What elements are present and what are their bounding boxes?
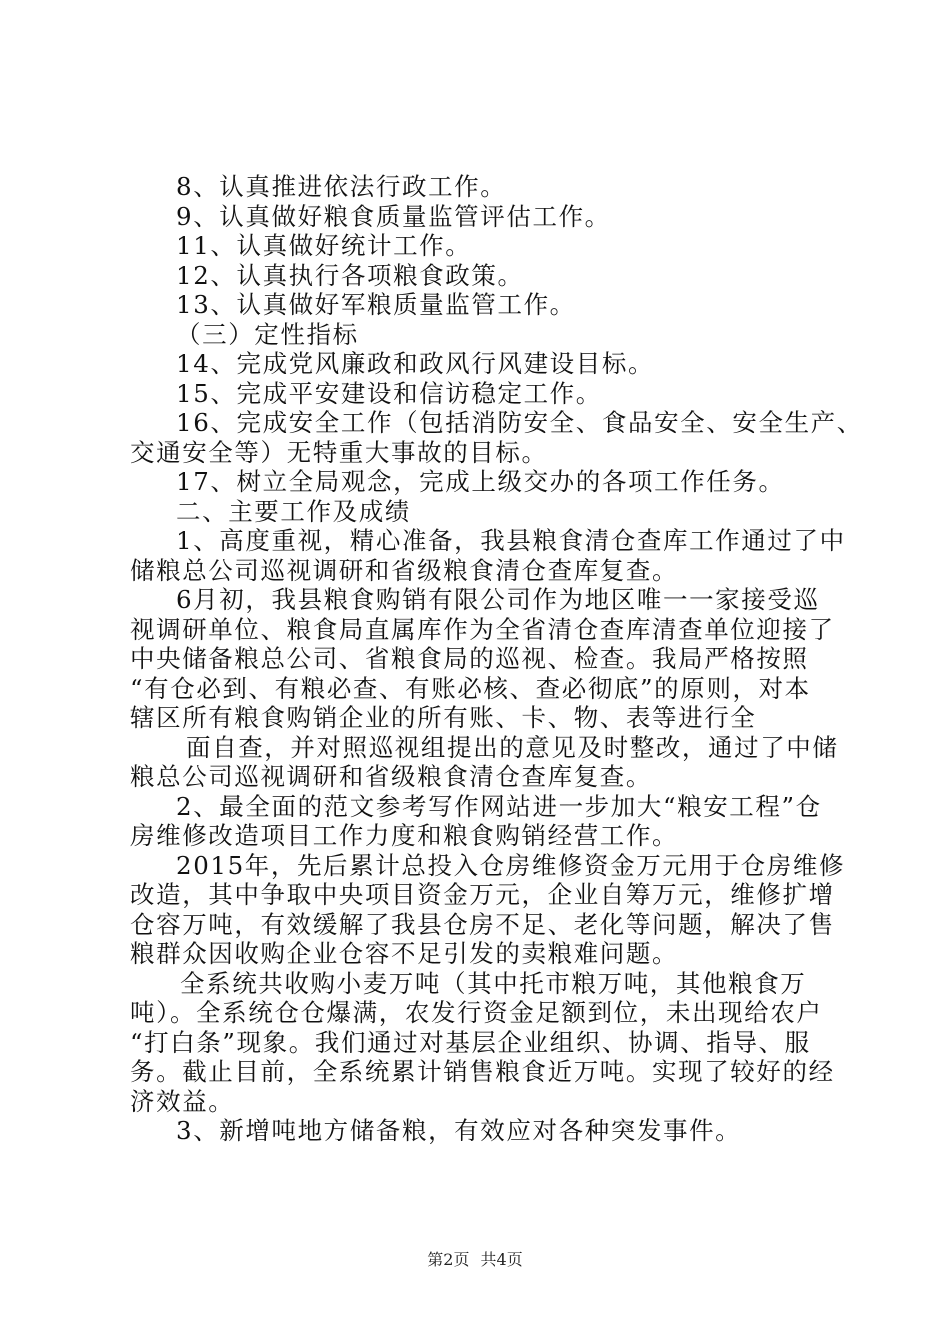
page-total: 共4页: [480, 1250, 523, 1269]
page-footer: [0, 1247, 950, 1270]
text-line: “有仓必到、有粮必查、有账必核、查必彻底”的原则，对本: [130, 673, 811, 703]
text-line: 吨）。全系统仓仓爆满，农发行资金足额到位，未出现给农户: [130, 998, 823, 1027]
text-line: 11、认真做好统计工作。: [176, 231, 472, 260]
text-line: 全系统共收购小麦万吨（其中托市粮万吨，其他粮食万: [180, 968, 807, 998]
text-line: 务。截止目前，全系统累计销售粮食近万吨。实现了较好的经: [130, 1057, 835, 1086]
text-line: 济效益。: [130, 1086, 235, 1116]
text-line: 17、树立全局观念，完成上级交办的各项工作任务。: [176, 467, 785, 496]
text-line: 8、认真推进依法行政工作。: [176, 172, 507, 201]
text-line: 2、最全面的范文参考写作网站进一步加大“粮安工程”仓: [176, 791, 822, 821]
text-line: 2015年，先后累计总投入仓房维修资金万元用于仓房维修: [176, 850, 846, 880]
text-line: 仓容万吨，有效缓解了我县仓房不足、老化等问题，解决了售: [130, 909, 835, 939]
text-line: 13、认真做好军粮质量监管工作。: [176, 290, 576, 319]
document-body: [130, 172, 863, 1146]
text-line: “打白条”现象。我们通过对基层企业组织、协调、指导、服: [130, 1027, 811, 1057]
text-line: 14、完成党风廉政和政风行风建设目标。: [176, 349, 655, 378]
text-line: 16、完成安全工作（包括消防安全、食品安全、安全生产、: [176, 408, 863, 437]
text-line: 6月初，我县粮食购销有限公司作为地区唯一一家接受巡: [176, 585, 820, 614]
text-line: （三）定性指标: [176, 319, 359, 349]
page-number: 第2页: [427, 1250, 470, 1269]
text-line: 面自查，并对照巡视组提出的意见及时整改，通过了中储: [186, 732, 839, 762]
text-line: 改造，其中争取中央项目资金万元，企业自筹万元，维修扩增: [130, 880, 835, 909]
text-line: 二、主要工作及成绩: [176, 496, 411, 526]
text-line: 粮群众因收购企业仓容不足引发的卖粮难问题。: [130, 939, 679, 968]
text-line: 视调研单位、粮食局直属库作为全省清仓查库清查单位迎接了: [130, 614, 835, 644]
text-line: 粮总公司巡视调研和省级粮食清仓查库复查。: [130, 762, 652, 791]
text-line: 9、认真做好粮食质量监管评估工作。: [176, 201, 611, 231]
text-line: 储粮总公司巡视调研和省级粮食清仓查库复查。: [130, 555, 679, 585]
text-line: 15、完成平安建设和信访稳定工作。: [176, 378, 602, 408]
text-line: 12、认真执行各项粮食政策。: [176, 260, 524, 290]
text-line: 辖区所有粮食购销企业的所有账、卡、物、表等进行全: [130, 703, 757, 732]
text-line: 房维修改造项目工作力度和粮食购销经营工作。: [130, 821, 679, 850]
text-line: 中央储备粮总公司、省粮食局的巡视、检查。我局严格按照: [130, 644, 809, 673]
text-line: 1、高度重视，精心准备，我县粮食清仓查库工作通过了中: [176, 526, 846, 555]
text-line: 交通安全等）无特重大事故的目标。: [130, 437, 548, 467]
text-line: 3、新增吨地方储备粮，有效应对各种突发事件。: [176, 1116, 742, 1145]
